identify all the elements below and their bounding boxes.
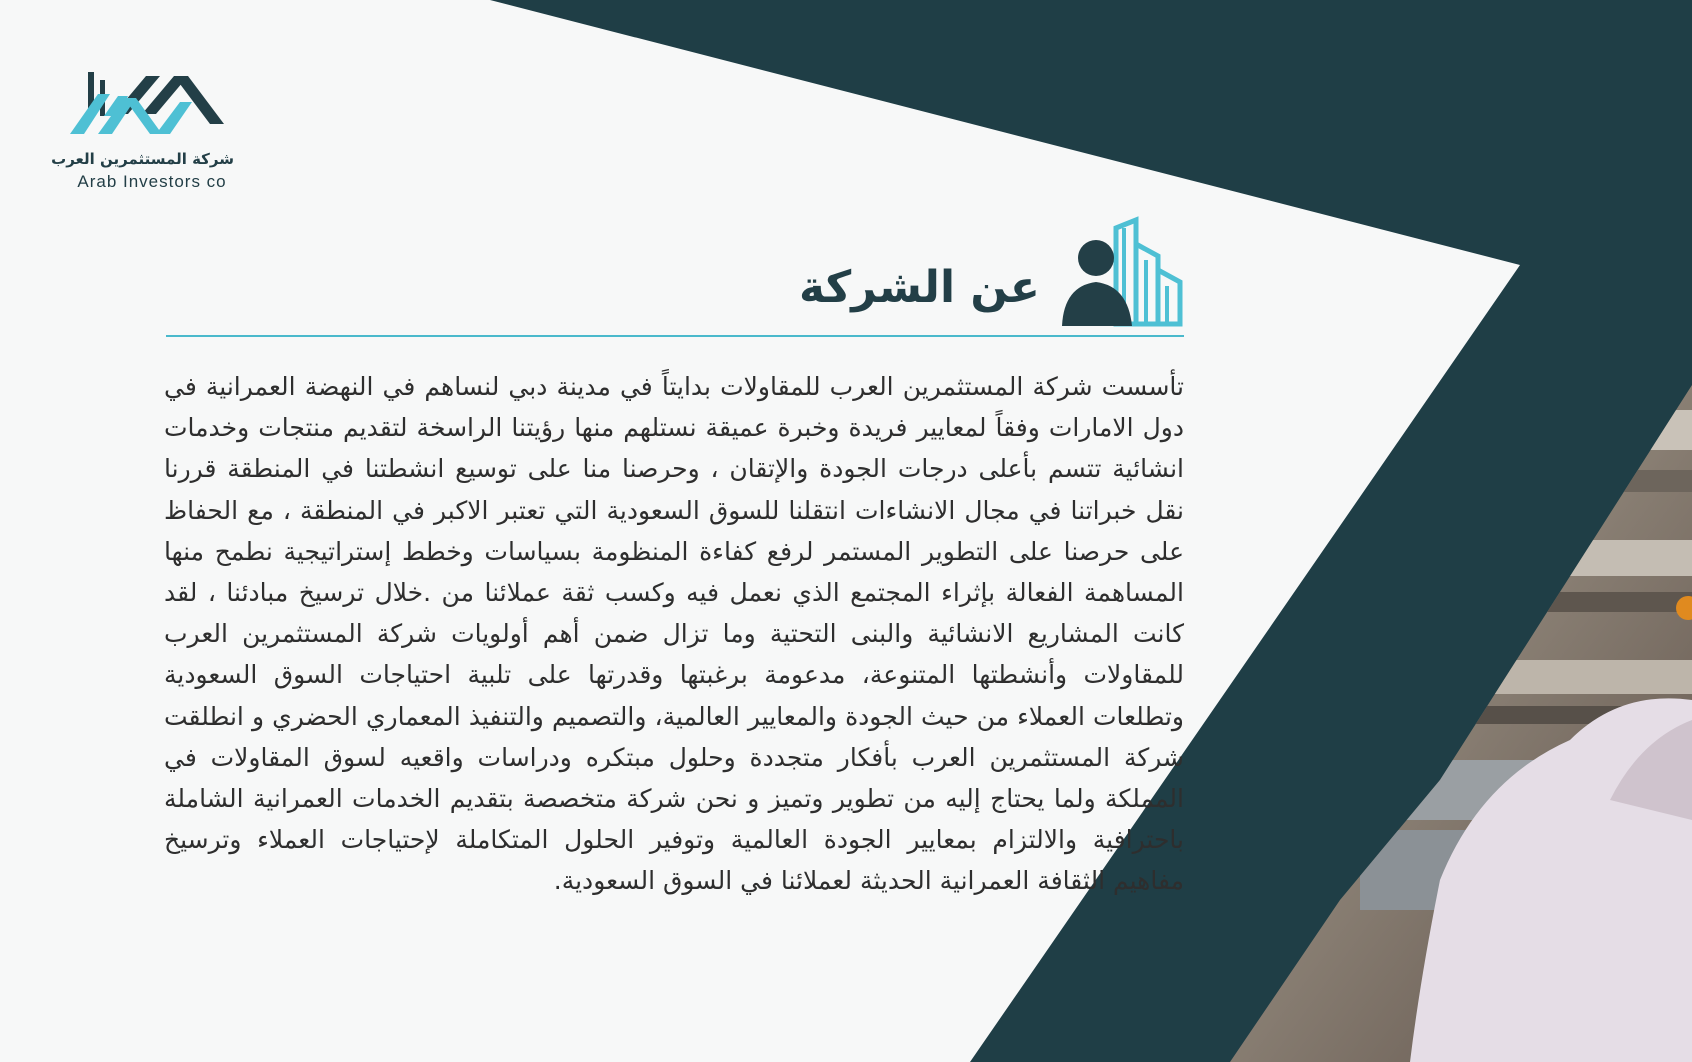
logo-name-arabic: شركة المستثمرين العرب	[51, 150, 234, 168]
mountain-peaks-logo-icon	[64, 66, 244, 146]
about-paragraph: تأسست شركة المستثمرين العرب للمقاولات بدايتاً في مدينة دبي لنساهم في النهضة العمرانية في دول الامارات وفقاً لمعايير فريدة وخبرة عميقة نستلهم منها رؤيتنا الراسخة لتقديم منتجات وخدمات انشائية تتسم بأعلى درجات الجودة والإتقان ، وحرصنا منا على توسيع انشطتنا في المنطقة قررنا نقل خبراتنا في مجال الانشاءات انتقلنا للسوق السعودية التي تعتبر الاكبر في المنطقة ، مع الحفاظ على حرصنا على التطوير المستمر لرفع كفاءة المنظومة بسياسات وخطط إستراتيجية نطمح منها المساهمة الفعالة بإثراء المجتمع الذي نعمل فيه وكسب ثقة عملائنا من .خلال ترسيخ مبادئنا ، لقد كانت المشاريع الانشائية والبنى التحتية وما تزال ضمن أهم أولويات شركة المستثمرين العرب للمقاولات وأنشطتها المتنوعة، مدعومة برغبتها وقدرتها على تلبية احتياجات السوق السعودية وتطلعات العملاء من حيث الجودة والمعايير العالمية، والتصميم والتنفيذ المعماري الحضري و انطلقت شركة المستثمرين العرب بأفكار متجددة وحلول مبتكره ودراسات واقعيه لسوق المقاولات في المملكة ولما يحتاج إليه من تطوير وتميز و نحن شركة متخصصة بتقديم الخدمات العمرانية الشاملة باحترافية والالتزام بمعايير الجودة العالمية وتوفير الحلول المتكاملة لإحتياجات العملاء وترسيخ مفاهيم الثقافة العمرانية الحديثة لعملائنا في السوق السعودية.	[164, 372, 1184, 896]
businessman-buildings-icon	[1060, 216, 1190, 330]
logo-name-english: Arab Investors co	[77, 172, 227, 191]
title-divider	[166, 335, 1184, 337]
section-title: عن الشركة	[799, 262, 1040, 313]
